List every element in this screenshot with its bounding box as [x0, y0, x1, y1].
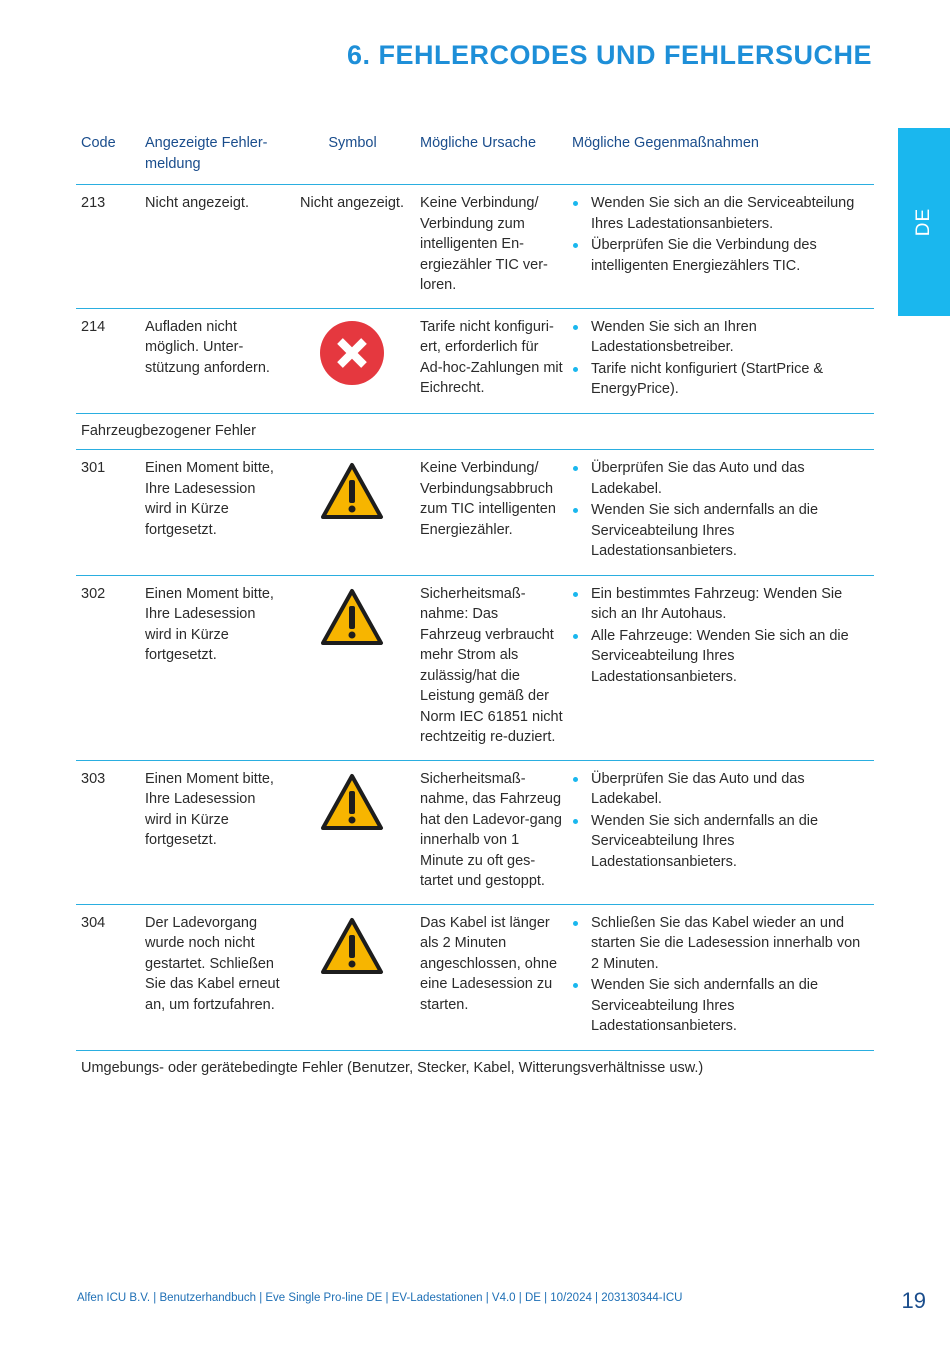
countermeasure-item: Alle Fahrzeuge: Wenden Sie sich an die Serviceabteilung Ihres Ladestationsanbieters. [572, 626, 870, 688]
category-row [76, 413, 874, 450]
language-tab [898, 128, 950, 316]
error-code: 302 [76, 575, 140, 760]
table-row [76, 575, 874, 760]
header-symbol: Symbol [289, 128, 415, 185]
footer-text: Alfen ICU B.V. | Benutzerhandbuch | Eve Single Pro-line DE | EV-Ladestationen | V4.0 | DE | 10/2024 | 203130344-ICU [77, 1292, 683, 1304]
error-code: 301 [76, 450, 140, 576]
countermeasures [567, 450, 874, 576]
header-cause: Mögliche Ursache [415, 128, 567, 185]
error-message: Nicht angezeigt. [140, 185, 289, 309]
page-number: 19 [901, 1288, 926, 1313]
symbol-cell [289, 450, 415, 576]
symbol-cell [289, 308, 415, 413]
possible-cause: Keine Verbindung/ Verbindungsabbruch zum TIC intelligenten Energiezähler. [415, 450, 567, 576]
error-code: 214 [76, 308, 140, 413]
symbol-cell [289, 760, 415, 904]
warning-icon [320, 917, 384, 975]
countermeasure-item: Tarife nicht konfiguriert (StartPrice & EnergyPrice). [572, 359, 870, 400]
possible-cause: Tarife nicht konfiguri-ert, erforderlich für Ad-hoc-Zahlungen mit Eichrecht. [415, 308, 567, 413]
countermeasures [567, 575, 874, 760]
countermeasure-item: Wenden Sie sich andernfalls an die Serviceabteilung Ihres Ladestationsanbieters. [572, 975, 870, 1037]
error-code: 304 [76, 904, 140, 1050]
countermeasure-item: Überprüfen Sie das Auto und das Ladekabel. [572, 458, 870, 499]
symbol-cell [289, 904, 415, 1050]
header-code: Code [76, 128, 140, 185]
header-message: Angezeigte Fehler-meldung [140, 128, 289, 185]
error-message: Einen Moment bitte, Ihre Ladesession wird in Kürze fortgesetzt. [140, 450, 289, 576]
table-header-row [76, 128, 874, 185]
countermeasures [567, 760, 874, 904]
error-message: Einen Moment bitte, Ihre Ladesession wird in Kürze fortgesetzt. [140, 760, 289, 904]
possible-cause: Sicherheitsmaß-nahme, das Fahrzeug hat den Ladevor-gang innerhalb von 1 Minute zu oft ges-tartet und gestoppt. [415, 760, 567, 904]
language-tab-label: DE [913, 207, 934, 237]
countermeasures [567, 904, 874, 1050]
warning-icon [320, 588, 384, 646]
table-row [76, 760, 874, 904]
possible-cause: Sicherheitsmaß-nahme: Das Fahrzeug verbraucht mehr Strom als zulässig/hat die Leistung gemäß der Norm IEC 61851 nicht rechtzeitig re-duziert. [415, 575, 567, 760]
countermeasure-item: Ein bestimmtes Fahrzeug: Wenden Sie sich an Ihr Autohaus. [572, 584, 870, 625]
category-row [76, 1050, 874, 1086]
error-code: 303 [76, 760, 140, 904]
countermeasures [567, 185, 874, 309]
error-message: Der Ladevorgang wurde noch nicht gestartet. Schließen Sie das Kabel erneut an, um fortzufahren. [140, 904, 289, 1050]
error-message: Einen Moment bitte, Ihre Ladesession wird in Kürze fortgesetzt. [140, 575, 289, 760]
countermeasure-item: Überprüfen Sie die Verbindung des intelligenten Energiezählers TIC. [572, 235, 870, 276]
countermeasure-item: Wenden Sie sich an die Serviceabteilung Ihres Ladestationsanbieters. [572, 193, 870, 234]
table-row [76, 904, 874, 1050]
table-row [76, 308, 874, 413]
symbol-cell [289, 575, 415, 760]
warning-icon [320, 773, 384, 831]
header-actions: Mögliche Gegenmaßnahmen [567, 128, 874, 185]
table-row [76, 450, 874, 576]
countermeasure-item: Wenden Sie sich an Ihren Ladestationsbetreiber. [572, 317, 870, 358]
table-row [76, 185, 874, 309]
countermeasure-item: Überprüfen Sie das Auto und das Ladekabel. [572, 769, 870, 810]
possible-cause: Keine Verbindung/ Verbindung zum intelligenten En-ergiezähler TIC ver-loren. [415, 185, 567, 309]
countermeasures [567, 308, 874, 413]
warning-icon [320, 462, 384, 520]
error-x-icon [320, 321, 384, 385]
page-title: 6. FEHLERCODES UND FEHLERSUCHE [346, 40, 872, 70]
category-vehicle: Fahrzeugbezogener Fehler [76, 413, 874, 450]
possible-cause: Das Kabel ist länger als 2 Minuten angeschlossen, ohne eine Ladesession zu starten. [415, 904, 567, 1050]
countermeasure-item: Schließen Sie das Kabel wieder an und starten Sie die Ladesession innerhalb von 2 Minuten. [572, 913, 870, 975]
category-environment: Umgebungs- oder gerätebedingte Fehler (Benutzer, Stecker, Kabel, Witterungsverhältnisse usw.) [81, 1059, 704, 1076]
error-code-table [76, 128, 874, 1086]
countermeasure-item: Wenden Sie sich andernfalls an die Serviceabteilung Ihres Ladestationsanbieters. [572, 811, 870, 873]
error-code: 213 [76, 185, 140, 309]
error-message: Aufladen nicht möglich. Unter-stützung anfordern. [140, 308, 289, 413]
symbol-text: Nicht angezeigt. [289, 185, 415, 309]
countermeasure-item: Wenden Sie sich andernfalls an die Serviceabteilung Ihres Ladestationsanbieters. [572, 500, 870, 562]
